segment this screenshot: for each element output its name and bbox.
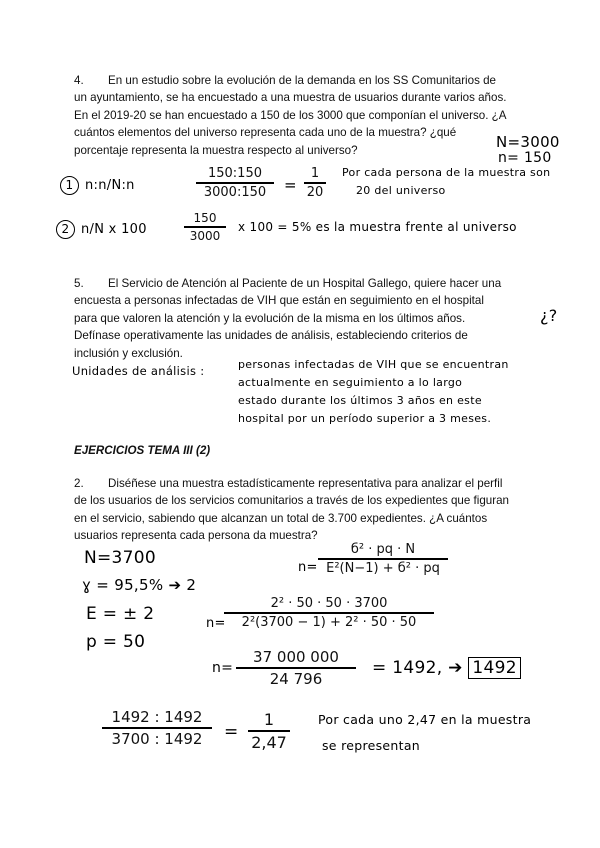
handwritten-formula: n/N x 100 xyxy=(81,222,147,237)
handwritten-fraction xyxy=(248,710,290,752)
fraction-numerator: 150 xyxy=(193,211,217,225)
handwritten-fraction xyxy=(196,166,274,200)
formula-lhs: n= xyxy=(212,660,234,676)
fraction-numerator: 2² · 50 · 50 · 3700 xyxy=(270,596,388,611)
section-heading: EJERCICIOS TEMA III (2) xyxy=(74,444,211,457)
handwritten-answer-2 xyxy=(56,220,147,239)
question-line: encuesta a personas infectadas de VIH que están en seguimiento en el hospital xyxy=(74,294,484,308)
handwritten-p: p = 50 xyxy=(86,632,146,652)
handwritten-error: E = ± 2 xyxy=(86,604,155,624)
fraction-bar xyxy=(196,182,274,184)
handwritten-line: hospital por un período superior a 3 meses. xyxy=(238,412,492,425)
fraction-denominator: 3000:150 xyxy=(203,184,267,200)
handwritten-line: actualmente en seguimiento a lo largo xyxy=(238,376,463,389)
formula-lhs: n= xyxy=(206,616,226,631)
fraction-numerator: 1 xyxy=(263,710,275,729)
handwritten-N: N=3000 xyxy=(496,133,560,151)
question-line: para que valoren la atención y la evolución de la misma en los últimos años. xyxy=(74,311,466,325)
fraction-numerator: 150:150 xyxy=(207,166,262,181)
fraction-numerator: 1 xyxy=(310,166,320,181)
handwritten-fraction xyxy=(102,708,212,748)
handwritten-fraction xyxy=(236,648,356,688)
fraction-denominator: 2²(3700 − 1) + 2² · 50 · 50 xyxy=(241,614,417,630)
question-line: un ayuntamiento, se ha encuestado a una muestra de usuarios durante varios años. xyxy=(74,91,507,105)
boxed-result: 1492 xyxy=(468,657,520,679)
question-line: El Servicio de Atención al Paciente de un Hospital Gallego, quiere hacer una xyxy=(108,277,502,290)
circled-number: 1 xyxy=(60,176,79,195)
question-line: cuántos elementos del universo representa cada uno de la muestra? xyxy=(74,126,427,140)
question-line: de los usuarios de los servicios comunitarios a través de los expedientes que figuran xyxy=(74,494,510,508)
handwritten-answer-1 xyxy=(60,176,135,195)
question-line: en el servicio, sabiendo que alcanzan un total de 3.700 expedientes. ¿A cuántos xyxy=(74,511,488,525)
handwritten-note: Por cada persona de la muestra son xyxy=(342,166,551,179)
question-line: En un estudio sobre la evolución de la demanda en los SS Comunitarios de xyxy=(108,74,496,87)
question-number: 4. xyxy=(74,74,84,87)
circled-number: 2 xyxy=(56,220,75,239)
fraction-bar xyxy=(248,730,290,732)
question-line: Defínase operativamente las unidades de análisis, estableciendo criterios de xyxy=(74,329,468,343)
handwritten-question-mark: ¿? xyxy=(540,306,558,325)
equals-sign: = xyxy=(224,722,239,742)
question-line: ¿qué xyxy=(429,126,457,140)
handwritten-result: x 100 = 5% es la muestra frente al universo xyxy=(238,220,517,234)
fraction-bar xyxy=(318,558,448,560)
handwritten-confidence: ɣ = 95,5% ➔ 2 xyxy=(82,576,197,594)
handwritten-note: se representan xyxy=(322,738,421,753)
question-line: En el 2019-20 se han encuestado a 150 de los 3000 que componían el universo. ¿A xyxy=(74,108,507,122)
fraction-bar xyxy=(304,182,326,184)
fraction-denominator: 2,47 xyxy=(251,732,287,752)
handwritten-result xyxy=(372,658,521,678)
handwritten-n: n= 150 xyxy=(498,150,552,166)
fraction-denominator: 3700 : 1492 xyxy=(111,729,203,748)
fraction-numerator: 37 000 000 xyxy=(253,648,339,666)
arrow-icon: ➔ xyxy=(448,658,463,678)
fraction-bar xyxy=(224,612,434,614)
handwritten-line: estado durante los últimos 3 años en este xyxy=(238,394,482,407)
question-line: porcentaje representa la muestra respecto al universo? xyxy=(74,143,358,157)
handwritten-fraction xyxy=(224,596,434,630)
fraction-bar xyxy=(102,727,212,729)
formula-lhs: n= xyxy=(298,560,318,575)
handwritten-label: Unidades de análisis : xyxy=(72,364,205,378)
fraction-denominator: 3000 xyxy=(189,228,221,243)
handwritten-fraction xyxy=(304,166,326,200)
fraction-denominator: 20 xyxy=(306,184,324,200)
question-2-text xyxy=(74,475,544,545)
question-line: usuarios representa cada persona da muestra? xyxy=(74,529,318,543)
question-line: inclusión y exclusión. xyxy=(74,346,183,360)
question-5-text xyxy=(74,275,544,362)
fraction-bar xyxy=(236,667,356,669)
question-number: 5. xyxy=(74,277,84,290)
question-line: Diséñese una muestra estadísticamente representativa para analizar el perfil xyxy=(108,477,503,490)
fraction-bar xyxy=(184,226,226,228)
fraction-denominator: 24 796 xyxy=(269,669,323,688)
question-number: 2. xyxy=(74,477,84,490)
handwritten-N: N=3700 xyxy=(84,548,157,568)
fraction-denominator: E²(N−1) + б² · pq xyxy=(326,560,440,576)
equals-sign: = xyxy=(284,176,297,194)
handwritten-formula: n:n/N:n xyxy=(85,178,135,193)
handwritten-note: Por cada uno 2,47 en la muestra xyxy=(318,712,532,727)
question-4-text xyxy=(74,72,544,159)
handwritten-fraction xyxy=(184,211,226,243)
handwritten-line: personas infectadas de VIH que se encuentran xyxy=(238,358,509,371)
fraction-numerator: б² · pq · N xyxy=(350,542,416,557)
handwritten-note: 20 del universo xyxy=(356,184,446,197)
fraction-numerator: 1492 : 1492 xyxy=(111,708,203,726)
handwritten-fraction xyxy=(318,542,448,576)
result-value: = 1492, xyxy=(372,658,443,678)
